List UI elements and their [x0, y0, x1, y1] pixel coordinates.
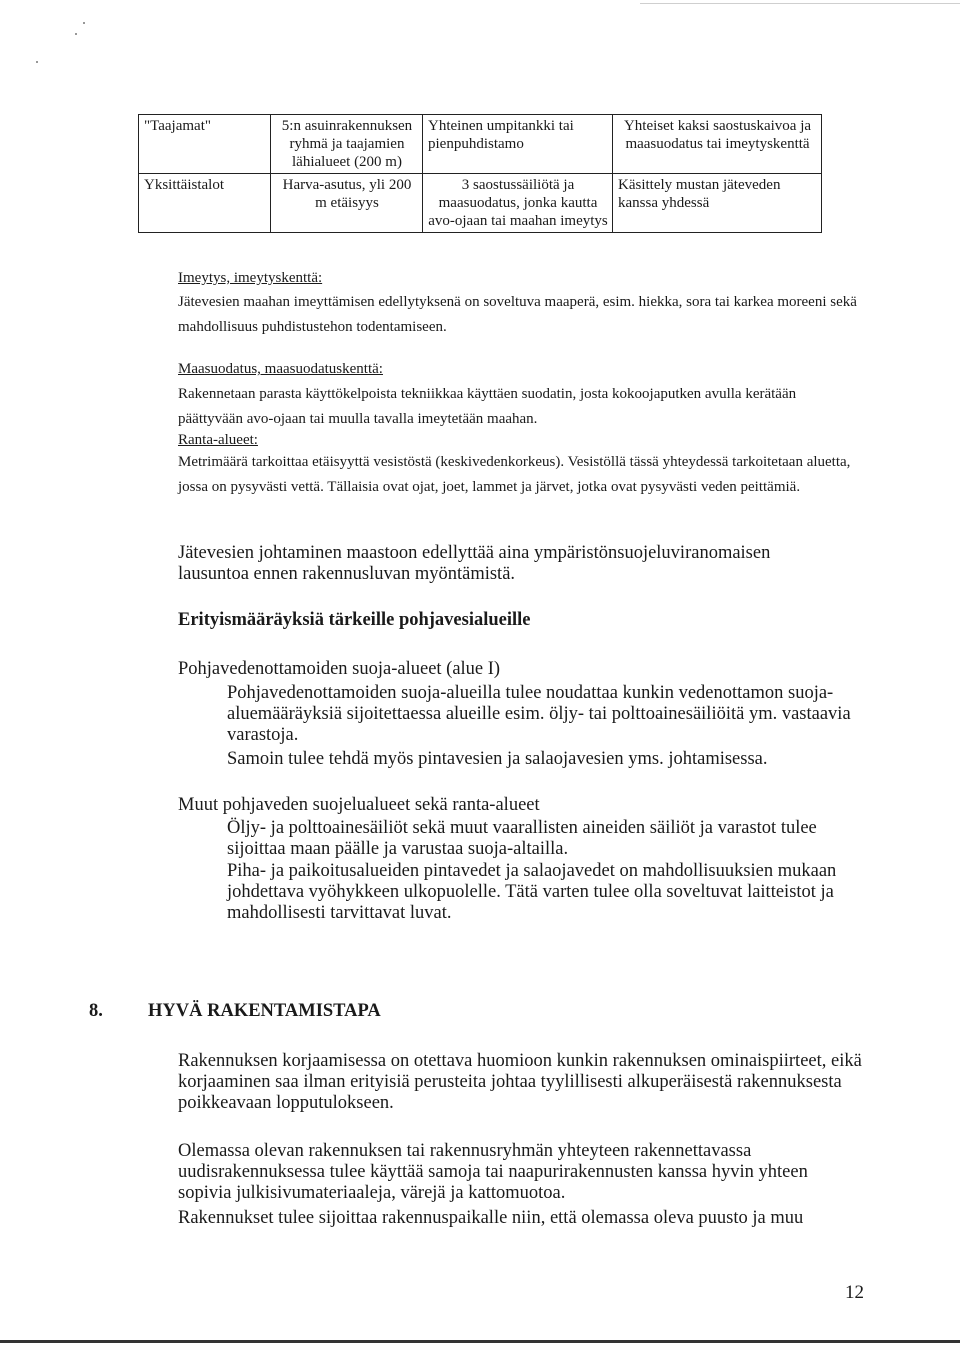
erityis-heading: Erityismääräyksiä tärkeille pohjavesialueille	[178, 610, 531, 630]
table-cell: Käsittely mustan jäteveden kanssa yhdessä	[613, 174, 822, 233]
scan-bottom-edge	[0, 1340, 960, 1343]
pohja-heading: Pohjavedenottamoiden suoja-alueet (alue I)	[178, 659, 501, 679]
hyva-paragraph: Rakennukset tulee sijoittaa rakennuspaikalle niin, että olemassa oleva puusto ja muu	[178, 1208, 804, 1228]
muut-paragraph: Piha- ja paikoitusalueiden pintavedet ja salaojavedet on mahdollisuuksien mukaan johdettava vyöhykkeen ulkopuolelle. Tätä varten tulee olla soveltuvat laitteistot ja mahdollisesti tarvittavat luvat.	[227, 861, 837, 923]
table-cell: Yksittäistalot	[139, 174, 271, 233]
table-cell: 3 saostussäiliötä ja maasuodatus, jonka kautta avo-ojaan tai maahan imeytys	[423, 174, 613, 233]
muut-heading: Muut pohjaveden suojelualueet sekä ranta-alueet	[178, 795, 540, 815]
hyva-paragraph: Olemassa olevan rakennuksen tai rakennusryhmän yhteyteen rakennettavassa uudisrakennuksessa tulee käyttää samoja tai naapurirakennusten kanssa hyvin yhteen sopivia julkisivumateriaaleja, värejä ja kattomuotoa.	[178, 1141, 808, 1203]
table-cell: 5:n asuinrakennuksen ryhmä ja taajamien lähialueet (200 m)	[271, 115, 423, 174]
ranta-text: Metrimäärä tarkoittaa etäisyyttä vesistöstä (keskivedenkorkeus). Vesistöllä tässä yhteydessä tarkoitetaan aluetta, jossa on pysyvästi vettä. Tällaisia ovat ojat, joet, lammet ja järvet, jotka ovat pysyvästi veden peittämiä.	[178, 454, 851, 495]
section-title: HYVÄ RAKENTAMISTAPA	[148, 1001, 381, 1021]
muut-paragraph: Öljy- ja polttoainesäiliöt sekä muut vaarallisten aineiden säiliöt ja varastot tulee sijoittaa maan päälle ja varustaa suoja-altailla.	[227, 818, 817, 859]
pohja-paragraph: Pohjavedenottamoiden suoja-alueilla tulee noudattaa kunkin vedenottamon suoja-aluemääräyksiä sijoitettaessa alueille esim. öljy- tai polttoainesäiliöitä ym. vastaavia varastoja.	[227, 683, 851, 745]
imeytys-heading: Imeytys, imeytyskenttä:	[178, 270, 323, 286]
page-number: 12	[845, 1282, 864, 1303]
hyva-paragraph: Rakennuksen korjaamisessa on otettava huomioon kunkin rakennuksen ominaispiirteet, eikä korjaaminen saa ilman erityisiä perusteita johtaa tyylillisesti alkuperäisestä rakennuksesta poikkeavaan lopputulokseen.	[178, 1051, 862, 1113]
ranta-heading: Ranta-alueet:	[178, 432, 258, 448]
imeytys-text: Jätevesien maahan imeyttämisen edellytyksenä on soveltuva maaperä, esim. hiekka, sora tai karkea moreeni sekä mahdollisuus puhdistustehon todentamiseen.	[178, 294, 857, 335]
table-row	[139, 115, 822, 174]
scan-speck	[75, 33, 77, 35]
treatment-table	[138, 114, 822, 233]
maasuodatus-heading: Maasuodatus, maasuodatuskenttä:	[178, 361, 383, 377]
scan-edge-line	[640, 3, 960, 4]
johtaminen-paragraph: Jätevesien johtaminen maastoon edellyttää aina ympäristönsuojeluviranomaisen lausuntoa ennen rakennusluvan myöntämistä.	[178, 543, 771, 584]
scan-speck	[83, 22, 85, 24]
pohja-paragraph: Samoin tulee tehdä myös pintavesien ja salaojavesien yms. johtamisessa.	[227, 749, 768, 769]
table-cell: Harva-asutus, yli 200 m etäisyys	[271, 174, 423, 233]
table-cell: Yhteiset kaksi saostuskaivoa ja maasuodatus tai imeytyskenttä	[613, 115, 822, 174]
table-row	[139, 174, 822, 233]
table-cell: "Taajamat"	[139, 115, 271, 174]
section-number: 8.	[89, 1001, 103, 1021]
table-cell: Yhteinen umpitankki tai pienpuhdistamo	[423, 115, 613, 174]
scan-speck	[36, 61, 38, 63]
maasuodatus-text: Rakennetaan parasta käyttökelpoista tekniikkaa käyttäen suodatin, josta kokoojaputken avulla kerätään päättyvään avo-ojaan tai muulla tavalla imeytetään maahan.	[178, 386, 797, 427]
